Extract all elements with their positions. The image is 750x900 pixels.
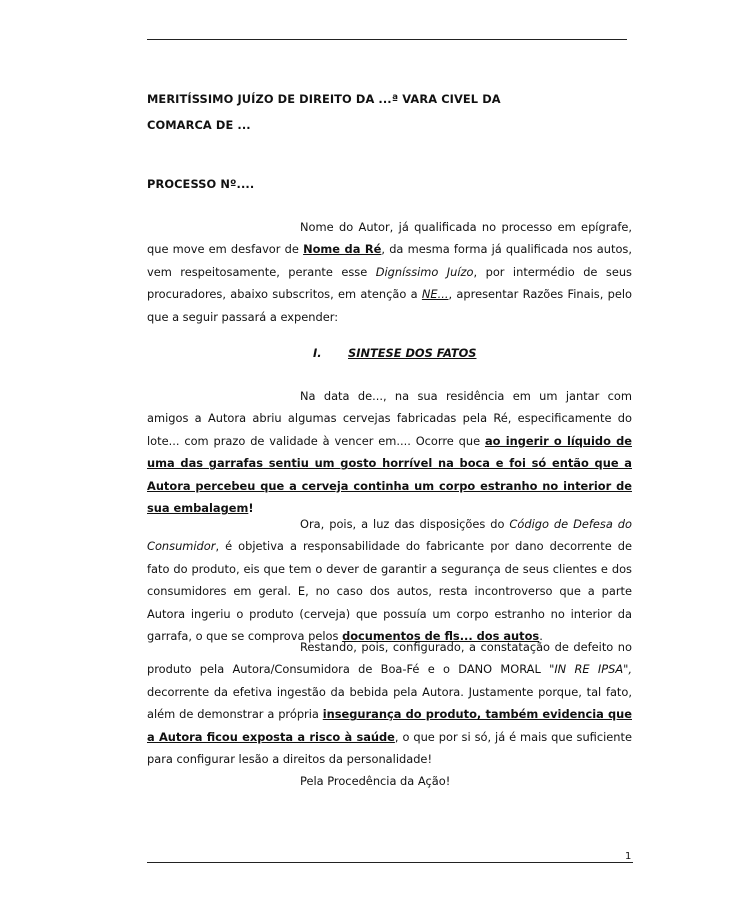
facts-paragraph: Na data de..., na sua residência em um jantar com amigos a Autora abriu algumas cervejas fabricadas pela Ré, especificamente do lote... com prazo de validade à vencer em.... Ocorre que ao ingerir o líquido de uma das garrafas sentiu um gosto horrível na boca e foi só então que a Autora percebeu que a cerveja continha um corpo estranho no interior de sua embalagem! <box>147 389 632 516</box>
footer-rule <box>147 862 633 863</box>
damage-paragraph: Restando, pois, configurado, a constatação de defeito no produto pela Autora/Consumidora de Boa-Fé e o DANO MORAL "IN RE IPSA", decorrente da efetiva ingestão da bebida pela Autora. Justamente porque, tal fato, além de demonstrar a própria insegurança do produto, também evidencia que a Autora ficou exposta a risco à saúde, o que por si só, já é mais que suficiente para configurar lesão a direitos da personalidade! <box>147 640 632 767</box>
cdc-reference: Código de Defesa do Consumidor <box>147 517 632 554</box>
process-number: PROCESSO Nº.... <box>147 177 255 191</box>
documents-reference: documentos de fls... dos autos <box>342 629 540 644</box>
section-title <box>313 346 476 360</box>
damage-highlight: insegurança do produto, também evidencia que a Autora ficou exposta a risco à saúde <box>147 707 632 744</box>
intro-paragraph: Nome do Autor, já qualificada no processo em epígrafe, que move em desfavor de Nome da Ré, da mesma forma já qualificada nos autos, vem respeitosamente, perante esse Digníssimo Juízo, por intermédio de seus procuradores, abaixo subscritos, em atenção a NE..., apresentar Razões Finais, pelo que a seguir passará a expender: <box>147 220 632 324</box>
addressee-line-2: COMARCA DE ... <box>147 118 251 132</box>
ne-reference: NE... <box>421 287 449 302</box>
defendant-name: Nome da Ré <box>303 242 382 257</box>
cdc-paragraph: Ora, pois, a luz das disposições do Código de Defesa do Consumidor, é objetiva a responsabilidade do fabricante por dano decorrente de fato do produto, eis que tem o dever de garantir a segurança de seus clientes e dos consumidores em geral. E, no caso dos autos, resta incontroverso que a parte Autora ingeriu o produto (cerveja) que possuía um corpo estranho no interior da garrafa, o que se comprova pelos documentos de fls... dos autos. <box>147 517 632 644</box>
closing-statement: Pela Procedência da Ação! <box>300 774 451 788</box>
page-number: 1 <box>625 851 632 862</box>
header-rule <box>147 39 627 40</box>
addressee-line-1: MERITÍSSIMO JUÍZO DE DIREITO DA ...ª VARA CIVEL DA <box>147 92 501 106</box>
section-heading: SINTESE DOS FATOS <box>348 346 477 360</box>
section-number: I. <box>313 346 322 360</box>
in-re-ipsa: "IN RE IPSA", <box>549 662 632 677</box>
facts-highlight: ao ingerir o líquido de uma das garrafas sentiu um gosto horrível na boca e foi só então que a Autora percebeu que a cerveja continha um corpo estranho no interior de sua embalagem <box>147 433 632 516</box>
